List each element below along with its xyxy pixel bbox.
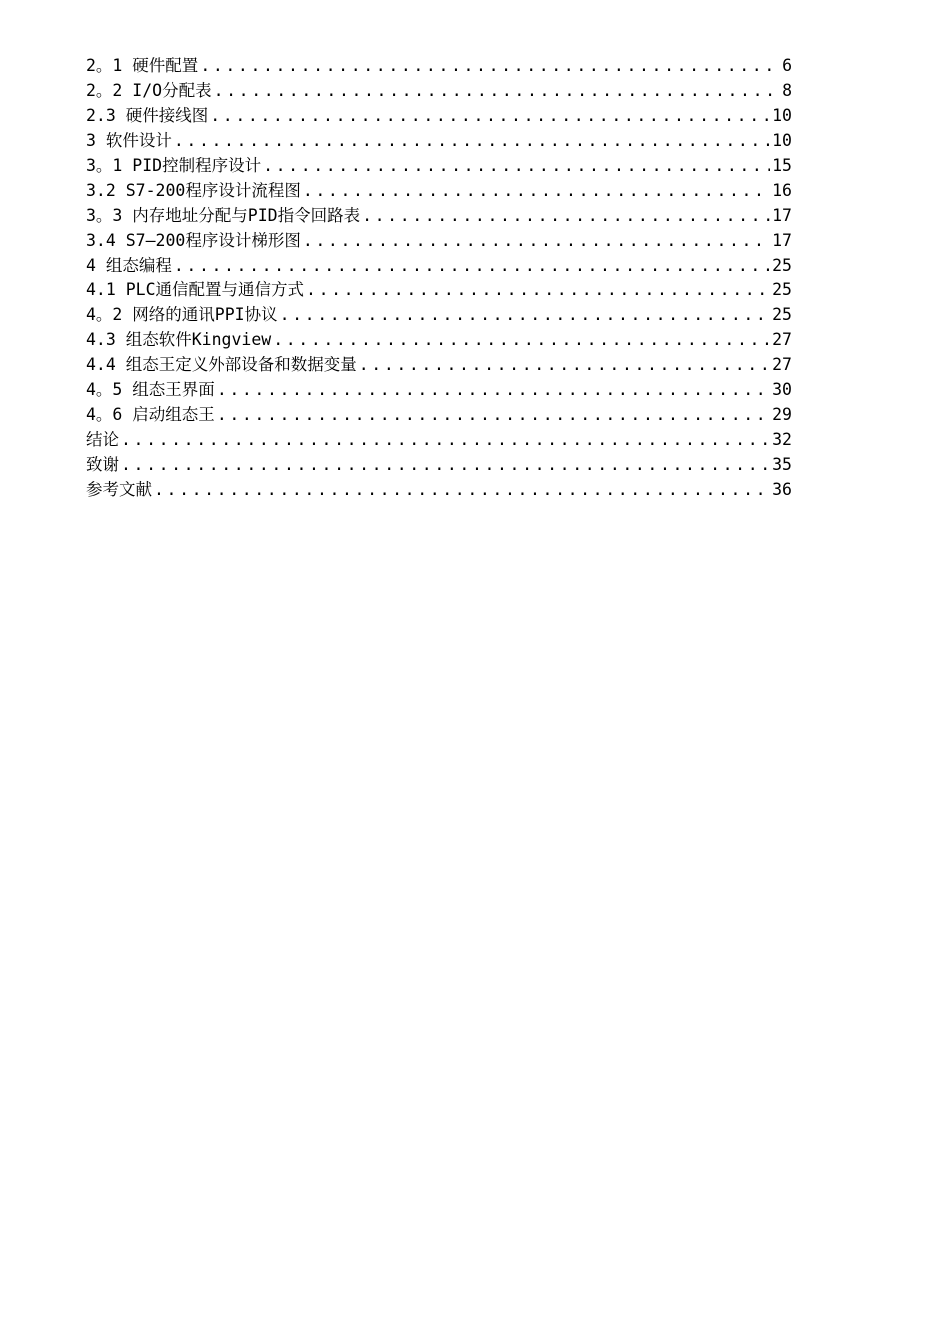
toc-dot-leader — [279, 307, 771, 324]
toc-entry-page-number: 10 — [772, 131, 792, 151]
toc-entry[interactable] — [86, 299, 792, 324]
toc-entry[interactable] — [86, 100, 792, 125]
toc-entry-page-number: 35 — [772, 454, 792, 474]
toc-entry[interactable] — [86, 125, 792, 150]
toc-entry-title: 4.3 组态软件Kingview — [86, 330, 272, 350]
toc-dot-leader — [305, 282, 770, 299]
toc-dot-leader — [216, 382, 770, 399]
toc-entry-title: 4.4 组态王定义外部设备和数据变量 — [86, 355, 357, 375]
toc-dot-leader — [262, 158, 770, 175]
toc-entry[interactable] — [86, 174, 792, 199]
toc-entry[interactable] — [86, 50, 792, 75]
toc-entry[interactable] — [86, 274, 792, 299]
toc-dot-leader — [272, 332, 770, 349]
toc-entry-page-number: 27 — [772, 330, 792, 350]
toc-entry[interactable] — [86, 199, 792, 224]
toc-entry[interactable] — [86, 398, 792, 423]
toc-entry-title: 3.2 S7-200程序设计流程图 — [86, 180, 301, 200]
toc-entry-page-number: 6 — [782, 56, 792, 76]
toc-entry[interactable] — [86, 150, 792, 175]
toc-entry-title: 3。1 PID控制程序设计 — [86, 155, 262, 175]
toc-entry[interactable] — [86, 423, 792, 448]
toc-entry-page-number: 16 — [772, 180, 792, 200]
toc-entry-title: 4。6 启动组态王 — [86, 404, 215, 424]
toc-dot-leader — [199, 58, 780, 75]
table-of-contents — [86, 50, 792, 498]
toc-dot-leader — [361, 208, 770, 225]
toc-entry-page-number: 25 — [772, 255, 792, 275]
toc-entry[interactable] — [86, 224, 792, 249]
toc-entry[interactable] — [86, 324, 792, 349]
toc-entry[interactable] — [86, 349, 792, 374]
toc-entry-title: 4 组态编程 — [86, 255, 172, 275]
toc-dot-leader — [213, 83, 780, 100]
toc-entry-title: 4.1 PLC通信配置与通信方式 — [86, 280, 305, 300]
toc-entry[interactable] — [86, 249, 792, 274]
toc-entry[interactable] — [86, 374, 792, 399]
toc-entry-page-number: 17 — [772, 230, 792, 250]
toc-entry-page-number: 29 — [772, 404, 792, 424]
toc-dot-leader — [120, 432, 770, 449]
toc-entry-page-number: 32 — [772, 429, 792, 449]
toc-entry-page-number: 25 — [772, 305, 792, 325]
toc-entry-title: 3。3 内存地址分配与PID指令回路表 — [86, 205, 361, 225]
toc-entry-page-number: 30 — [772, 379, 792, 399]
toc-dot-leader — [302, 233, 770, 250]
toc-entry[interactable] — [86, 75, 792, 100]
toc-entry-page-number: 15 — [772, 155, 792, 175]
toc-entry-title: 4。5 组态王界面 — [86, 379, 215, 399]
toc-entry-page-number: 36 — [772, 479, 792, 499]
toc-entry-page-number: 17 — [772, 205, 792, 225]
toc-entry[interactable] — [86, 473, 792, 498]
toc-entry-title: 3.4 S7—200程序设计梯形图 — [86, 230, 301, 250]
toc-entry-page-number: 8 — [782, 81, 792, 101]
toc-entry-title: 4。2 网络的通讯PPI协议 — [86, 305, 278, 325]
toc-dot-leader — [302, 183, 770, 200]
toc-dot-leader — [173, 258, 770, 275]
toc-entry-title: 2.3 硬件接线图 — [86, 106, 209, 126]
toc-entry-page-number: 27 — [772, 355, 792, 375]
toc-dot-leader — [120, 457, 770, 474]
toc-dot-leader — [209, 108, 770, 125]
toc-entry-title: 结论 — [86, 429, 119, 449]
toc-entry[interactable] — [86, 448, 792, 473]
toc-entry-title: 参考文献 — [86, 479, 152, 499]
toc-entry-title: 致谢 — [86, 454, 119, 474]
toc-entry-title: 3 软件设计 — [86, 131, 172, 151]
toc-entry-title: 2。1 硬件配置 — [86, 56, 199, 76]
toc-entry-page-number: 10 — [772, 106, 792, 126]
toc-dot-leader — [173, 133, 770, 150]
toc-dot-leader — [216, 407, 770, 424]
toc-dot-leader — [358, 357, 770, 374]
toc-dot-leader — [153, 482, 770, 499]
toc-entry-title: 2。2 I/O分配表 — [86, 81, 212, 101]
toc-entry-page-number: 25 — [772, 280, 792, 300]
